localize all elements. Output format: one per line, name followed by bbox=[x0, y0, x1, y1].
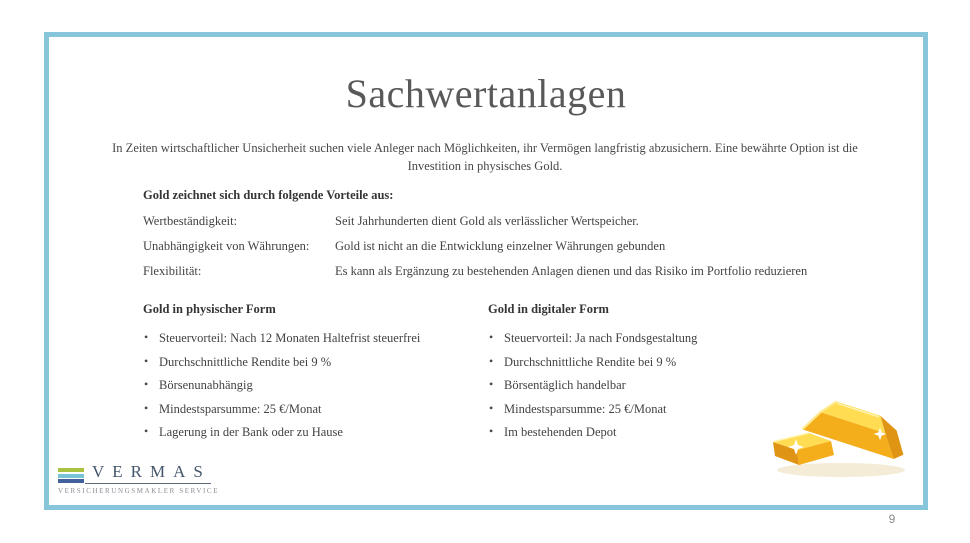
bullet-item: • Mindestsparsumme: 25 €/Monat bbox=[488, 402, 828, 417]
bullet-item: • Durchschnittliche Rendite bei 9 % bbox=[143, 355, 483, 370]
advantage-row bbox=[143, 214, 903, 229]
logo-tagline: VERSICHERUNGSMAKLER SERVICE bbox=[58, 487, 220, 495]
advantage-text: Gold ist nicht an die Entwicklung einzelner Währungen gebunden bbox=[335, 239, 666, 253]
logo-stripe-darkblue bbox=[58, 479, 84, 483]
logo-stripe-lightblue bbox=[58, 474, 84, 478]
bullet-item: • Mindestsparsumme: 25 €/Monat bbox=[143, 402, 483, 417]
advantage-row bbox=[143, 239, 903, 254]
slide-title: Sachwertanlagen bbox=[345, 71, 627, 116]
bullet-item: • Lagerung in der Bank oder zu Hause bbox=[143, 425, 483, 440]
advantage-text: Es kann als Ergänzung zu bestehenden Anlagen dienen und das Risiko im Portfolio reduzieren bbox=[335, 264, 808, 278]
intro-text: In Zeiten wirtschaftlicher Unsicherheit suchen viele Anleger nach Möglichkeiten, ihr Vermögen langfristig abzusichern. Eine bewährte Option ist die Investition in physisches Gold. bbox=[112, 141, 858, 174]
page-number: 9 bbox=[888, 512, 896, 526]
column-gold-physical bbox=[143, 302, 483, 449]
advantages-section bbox=[143, 188, 903, 279]
bullet-list bbox=[143, 331, 483, 440]
bullet-item: • Börsentäglich handelbar bbox=[488, 378, 828, 393]
logo-stripe-green bbox=[58, 468, 84, 472]
gold-bars-icon bbox=[761, 390, 921, 480]
bullet-item: • Steuervorteil: Nach 12 Monaten Haltefrist steuerfrei bbox=[143, 331, 483, 346]
advantage-label: Flexibilität: bbox=[143, 264, 202, 278]
logo-stripes-icon bbox=[58, 468, 84, 483]
vermas-logo bbox=[58, 463, 219, 495]
column-heading: Gold in physischer Form bbox=[143, 302, 276, 316]
advantages-heading: Gold zeichnet sich durch folgende Vorteile aus: bbox=[143, 188, 394, 202]
bullet-item: • Börsenunabhängig bbox=[143, 378, 483, 393]
advantage-label: Unabhängigkeit von Währungen: bbox=[143, 239, 310, 253]
column-heading: Gold in digitaler Form bbox=[488, 302, 609, 316]
bullet-item: • Steuervorteil: Ja nach Fondsgestaltung bbox=[488, 331, 828, 346]
bullet-item: • Im bestehenden Depot bbox=[488, 425, 828, 440]
advantage-row bbox=[143, 264, 903, 279]
advantage-label: Wertbeständigkeit: bbox=[143, 214, 238, 228]
logo-wordmark: VERMAS bbox=[85, 463, 211, 484]
bullet-item: • Durchschnittliche Rendite bei 9 % bbox=[488, 355, 828, 370]
advantage-text: Seit Jahrhunderten dient Gold als verlässlicher Wertspeicher. bbox=[335, 214, 639, 228]
